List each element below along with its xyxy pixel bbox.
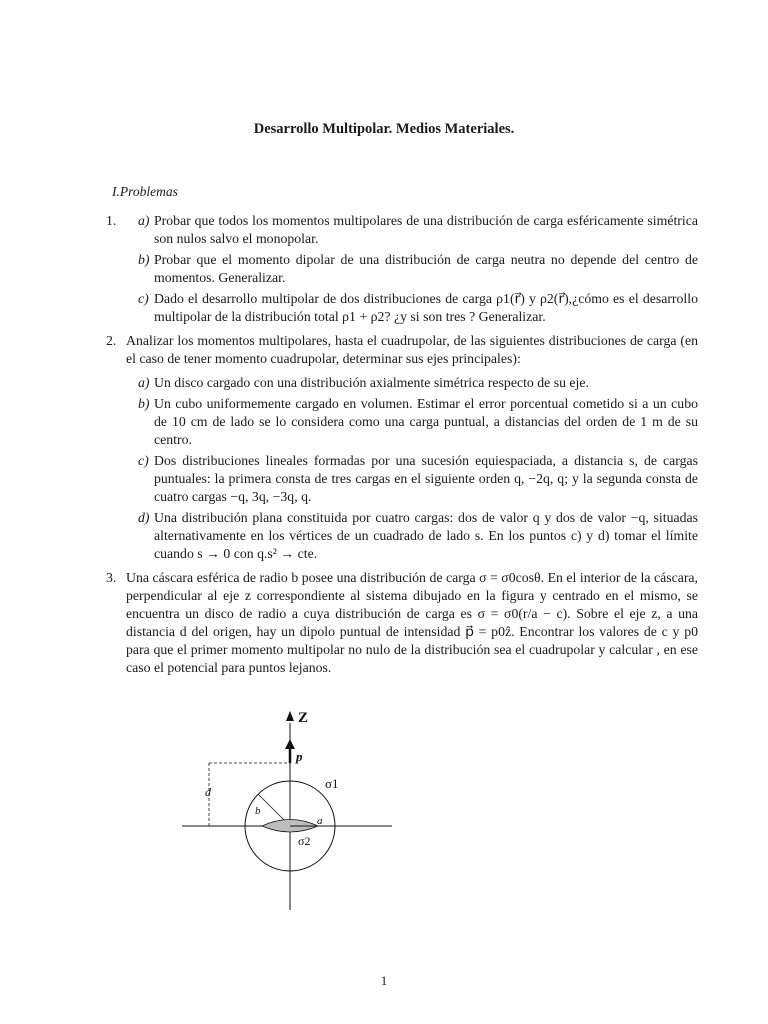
problem-3-text: Una cáscara esférica de radio b posee una distribución de carga σ = σ0cosθ. En el interior de la cáscara, perpendicular al eje z correspondiente al sistema dibujado en la figura y centrado en el mismo, se encuentra un disco de radio a cuya distribución de carga es σ = σ0(r/a − c). Sobre el eje z, a una distancia d del origen, hay un dipolo puntual de intensidad p⃗ = p0ẑ. Encontrar los valores de c y p0 para que el primer momento multipolar no nulo de la distribución sea el cuadrupolar y calcular , en ese caso el potencial para puntos lejanos. [126, 570, 698, 675]
z-axis-label: Z [298, 710, 309, 726]
dipole-label: p [296, 749, 303, 764]
distance-label: d [205, 785, 211, 799]
part-text: Un cubo uniformemente cargado en volumen. Estimar el error porcentual cometido si a un cubo de 10 cm de lado se lo considera como una carga puntual, a distancias del orden de 1 m de su centro. [154, 396, 698, 447]
part-1a [126, 212, 698, 248]
radius-a-label: a [317, 815, 323, 827]
physics-diagram [178, 705, 400, 915]
part-text: Dado el desarrollo multipolar de dos distribuciones de carga ρ1(r⃗) y ρ2(r⃗),¿cómo es el desarrollo multipolar de la distribución total ρ1 + ρ2? ¿y si son tres ? Generalizar. [154, 291, 698, 324]
part-label: a) [138, 213, 150, 228]
part-label: d) [138, 510, 150, 525]
part-label: b) [138, 396, 150, 411]
page-title: Desarrollo Multipolar. Medios Materiales. [253, 121, 515, 137]
part-2d [126, 509, 698, 563]
part-label: c) [138, 453, 149, 468]
part-label: a) [138, 375, 150, 390]
problem-1 [106, 212, 698, 326]
problem-number: 3. [106, 570, 117, 585]
problem-number: 1. [106, 213, 117, 228]
sigma2-label: σ2 [298, 834, 311, 848]
problem-number: 2. [106, 333, 117, 348]
radius-b-label: b [255, 805, 261, 817]
sigma1-label: σ1 [325, 776, 339, 791]
dipole-arrow-icon [285, 739, 295, 749]
part-2c [126, 452, 698, 506]
part-2a [126, 374, 698, 392]
problem-1-parts [126, 212, 698, 326]
part-label: b) [138, 252, 150, 267]
part-text: Probar que el momento dipolar de una distribución de carga neutra no depende del centro de momentos. Generalizar. [154, 252, 698, 285]
part-text: Un disco cargado con una distribución axialmente simétrica respecto de su eje. [154, 375, 589, 390]
part-text: Una distribución plana constituida por cuatro cargas: dos de valor q y dos de valor −q, situadas alternativamente en los vértices de un cuadrado de lado s. En los puntos c) y d) tomar el límite cuando s → 0 con q.s² → cte. [154, 510, 698, 561]
problem-3 [106, 569, 698, 677]
problem-2-intro: Analizar los momentos multipolares, hasta el cuadrupolar, de las siguientes distribuciones de carga (en el caso de tener momento cuadrupolar, determinar sus ejes principales): [126, 333, 698, 366]
part-text: Dos distribuciones lineales formadas por una sucesión equiespaciada, a distancia s, de cargas puntuales: la primera consta de tres cargas en el siguiente orden q, −2q, q; y la segunda consta de cuatro cargas −q, 3q, −3q, q. [154, 453, 698, 504]
z-axis-arrow-icon [286, 711, 294, 721]
problem-2-parts [126, 374, 698, 563]
part-1b [126, 251, 698, 287]
part-2b [126, 395, 698, 449]
problem-list [106, 210, 698, 683]
section-heading: I.Problemas [112, 184, 178, 199]
part-1c [126, 290, 698, 326]
part-label: c) [138, 291, 149, 306]
problem-2 [106, 332, 698, 563]
page-number: 1 [380, 973, 388, 988]
part-text: Probar que todos los momentos multipolares de una distribución de carga esféricamente simétrica son nulos salvo el monopolar. [154, 213, 698, 246]
